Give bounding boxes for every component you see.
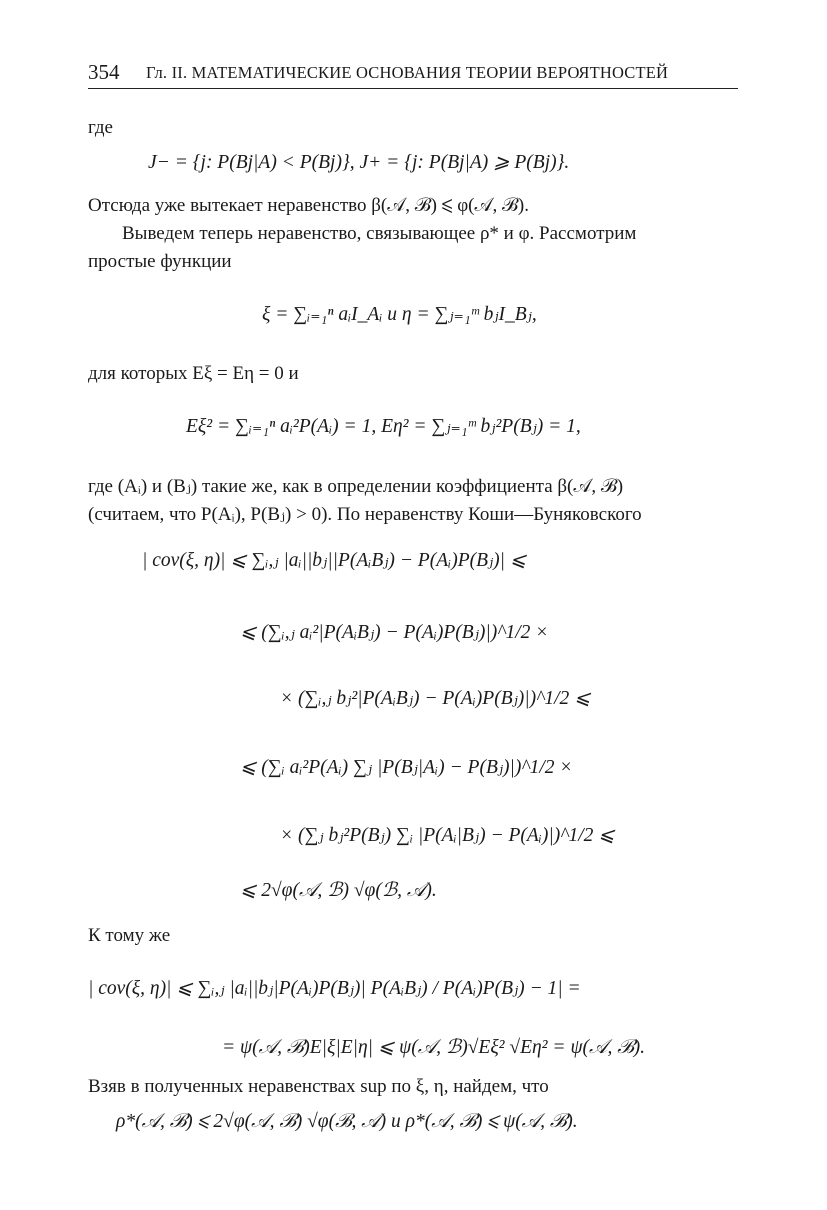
equation-cov2-line2: = ψ(𝒜, ℬ)E|ξ|E|η| ⩽ ψ(𝒜, ℬ)√Eξ² √Eη² = ψ(𝒜, ℬ). — [222, 1037, 645, 1058]
equation-cov-line3: × (∑ᵢ,ⱼ bⱼ²|P(AᵢBⱼ) − P(Aᵢ)P(Bⱼ)|)^1/2 ⩽ — [280, 688, 591, 709]
paragraph-vyvedem-line1: Выведем теперь неравенство, связывающее ρ* и φ. Рассмотрим — [122, 223, 637, 244]
paragraph-gde-ai-line2: (считаем, что P(Aᵢ), P(Bⱼ) > 0). По неравенству Коши—Буняковского — [88, 504, 642, 525]
paragraph-gde-ai-line1: где (Aᵢ) и (Bⱼ) такие же, как в определении коэффициента β(𝒜, ℬ) — [88, 476, 624, 497]
equation-cov-line6: ⩽ 2√φ(𝒜, ℬ) √φ(ℬ, 𝒜). — [240, 880, 437, 901]
equation-cov-line1: | cov(ξ, η)| ⩽ ∑ᵢ,ⱼ |aᵢ||bⱼ||P(AᵢBⱼ) − P(Aᵢ)P(Bⱼ)| ⩽ — [142, 550, 527, 571]
equation-cov2-line1: | cov(ξ, η)| ⩽ ∑ᵢ,ⱼ |aᵢ||bⱼ|P(Aᵢ)P(Bⱼ)| P(AᵢBⱼ) / P(Aᵢ)P(Bⱼ) − 1| = — [88, 978, 581, 999]
paragraph-k-tomu: К тому же — [88, 925, 171, 946]
equation-cov-line2: ⩽ (∑ᵢ,ⱼ aᵢ²|P(AᵢBⱼ) − P(Aᵢ)P(Bⱼ)|)^1/2 × — [240, 622, 549, 643]
page-number: 354 — [88, 60, 120, 84]
equation-cov-line5: × (∑ⱼ bⱼ²P(Bⱼ) ∑ᵢ |P(Aᵢ|Bⱼ) − P(Aᵢ)|)^1/2 ⩽ — [280, 825, 615, 846]
paragraph-otsyuda: Отсюда уже вытекает неравенство β(𝒜, ℬ) ⩽ φ(𝒜, ℬ). — [88, 195, 530, 216]
running-title: Гл. II. МАТЕМАТИЧЕСКИЕ ОСНОВАНИЯ ТЕОРИИ ВЕРОЯТНОСТЕЙ — [146, 63, 669, 82]
page-header — [88, 58, 738, 89]
equation-xi-eta: ξ = ∑ᵢ₌₁ⁿ aᵢI_Aᵢ и η = ∑ⱼ₌₁ᵐ bⱼI_Bⱼ, — [262, 304, 537, 325]
paragraph-dlya: для которых Eξ = Eη = 0 и — [88, 363, 299, 384]
equation-final: ρ*(𝒜, ℬ) ⩽ 2√φ(𝒜, ℬ) √φ(ℬ, 𝒜) и ρ*(𝒜, ℬ) ⩽ ψ(𝒜, ℬ). — [116, 1111, 578, 1132]
paragraph-vyvedem-line2: простые функции — [88, 251, 232, 272]
paragraph-gde: где — [88, 117, 113, 138]
equation-cov-line4: ⩽ (∑ᵢ aᵢ²P(Aᵢ) ∑ⱼ |P(Bⱼ|Aᵢ) − P(Bⱼ)|)^1/2 × — [240, 757, 573, 778]
equation-j-sets: J− = {j: P(Bj|A) < P(Bj)}, J+ = {j: P(Bj|A) ⩾ P(Bj)}. — [148, 152, 570, 173]
equation-variance: Eξ² = ∑ᵢ₌₁ⁿ aᵢ²P(Aᵢ) = 1, Eη² = ∑ⱼ₌₁ᵐ bⱼ²P(Bⱼ) = 1, — [186, 416, 581, 437]
paragraph-vzyav: Взяв в полученных неравенствах sup по ξ, η, найдем, что — [88, 1076, 549, 1097]
